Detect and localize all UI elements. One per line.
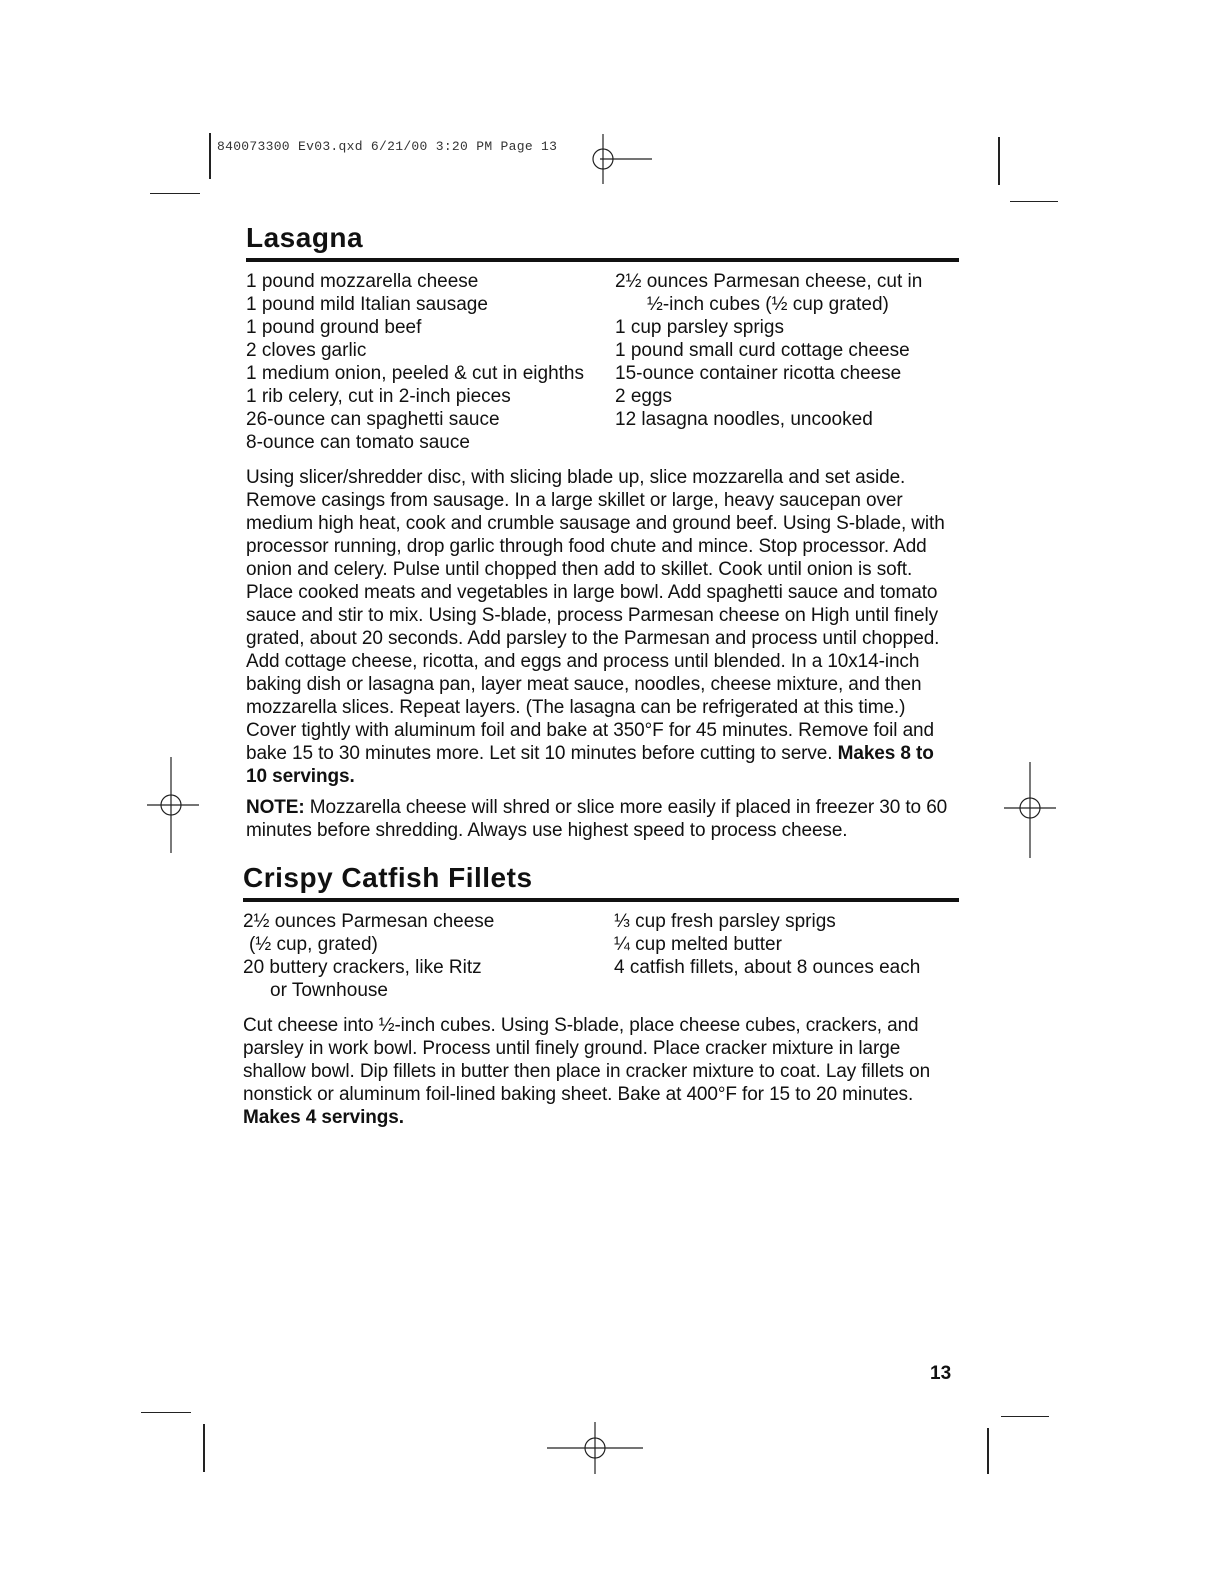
yield: Makes 8 to 10 servings. (246, 743, 934, 787)
ingredient: 20 buttery crackers, like Ritz (243, 957, 482, 978)
ingredient: 15-ounce container ricotta cheese (615, 363, 902, 384)
ingredient: 1 pound mild Italian sausage (246, 294, 488, 315)
ingredient: 1 pound ground beef (246, 317, 422, 338)
crop-mark (150, 193, 200, 194)
recipe-title: Lasagna (246, 222, 959, 262)
ingredient: 4 catfish fillets, about 8 ounces each (614, 957, 921, 978)
ingredients-left (243, 910, 614, 1002)
ingredient: 2 cloves garlic (246, 340, 367, 361)
registration-mark-icon (145, 755, 201, 855)
crop-mark (998, 137, 1000, 185)
ingredients-left (246, 270, 615, 454)
ingredients-right (615, 270, 922, 454)
crop-mark (141, 1412, 191, 1413)
note-text: Mozzarella cheese will shred or slice more easily if placed in freezer 30 to 60 minutes before shredding. Always use highest speed to process cheese. (246, 797, 948, 841)
note-label: NOTE: (246, 797, 305, 818)
ingredient: 1 medium onion, peeled & cut in eighths (246, 363, 584, 384)
page-number: 13 (930, 1363, 952, 1384)
ingredient: ¼ cup melted butter (614, 934, 782, 955)
ingredient: 2 eggs (615, 386, 673, 407)
directions-text: Cut cheese into ½-inch cubes. Using S-blade, place cheese cubes, crackers, and parsley in work bowl. Process until finely ground. Place cracker mixture in large shallow bowl. Dip fillets in butter then place in cracker mixture to coat. Lay fillets on nonstick or aluminum foil-lined baking sheet. Bake at 400°F for 15 to 20 minutes. (243, 1015, 931, 1105)
ingredients (243, 910, 959, 1002)
directions (243, 1014, 959, 1129)
recipe-lasagna (246, 222, 959, 842)
ingredients-right (614, 910, 920, 1002)
yield: Makes 4 servings. (243, 1107, 404, 1128)
registration-mark-icon (545, 1420, 645, 1476)
directions-text: Using slicer/shredder disc, with slicing blade up, slice mozzarella and set aside. Remove casings from sausage. In a large skillet or large, heavy saucepan over medium high heat, cook and crumble sausage and ground beef. Using S-blade, with processor running, drop garlic through food chute and mince. Stop processor. Add onion and celery. Pulse until chopped then add to skillet. Cook until onion is soft. Place cooked meats and vegetables in large bowl. Add spaghetti sauce and tomato sauce and stir to mix. Using S-blade, process Parmesan cheese on High until finely grated, about 20 seconds. Add parsley to the Parmesan and process until chopped. Add cottage cheese, ricotta, and eggs and process until blended. In a 10x14-inch baking dish or lasagna pan, layer meat sauce, noodles, cheese mixture, and then mozzarella slices. Repeat layers. (The lasagna can be refrigerated at this time.) Cover tightly with aluminum foil and bake at 350°F for 45 minutes. Remove foil and bake 15 to 30 minutes more. Let sit 10 minutes before cutting to serve. (246, 467, 945, 764)
crop-mark (203, 1424, 205, 1472)
ingredient: 1 pound mozzarella cheese (246, 271, 479, 292)
ingredient: 8-ounce can tomato sauce (246, 432, 470, 453)
recipe-title: Crispy Catfish Fillets (243, 862, 959, 902)
registration-mark-icon (1002, 760, 1058, 860)
file-slug: 840073300 Ev03.qxd 6/21/00 3:20 PM Page 13 (217, 139, 558, 154)
crop-mark (1010, 201, 1058, 202)
note (246, 796, 959, 842)
recipe-catfish (243, 862, 959, 1129)
ingredient: 1 cup parsley sprigs (615, 317, 784, 338)
ingredient: 2½ ounces Parmesan cheese (243, 911, 495, 932)
ingredient: ⅓ cup fresh parsley sprigs (614, 911, 836, 932)
ingredient: (½ cup, grated) (249, 934, 378, 955)
ingredient: 12 lasagna noodles, uncooked (615, 409, 873, 430)
ingredient: ½-inch cubes (½ cup grated) (647, 294, 889, 315)
crop-mark (209, 133, 211, 179)
crop-mark (1001, 1416, 1049, 1417)
ingredient: 26-ounce can spaghetti sauce (246, 409, 500, 430)
ingredients (246, 270, 959, 454)
registration-mark-icon (560, 130, 660, 190)
ingredient: 2½ ounces Parmesan cheese, cut in (615, 271, 923, 292)
directions (246, 466, 959, 788)
ingredient: or Townhouse (270, 980, 388, 1001)
crop-mark (987, 1428, 989, 1474)
ingredient: 1 rib celery, cut in 2-inch pieces (246, 386, 511, 407)
ingredient: 1 pound small curd cottage cheese (615, 340, 910, 361)
